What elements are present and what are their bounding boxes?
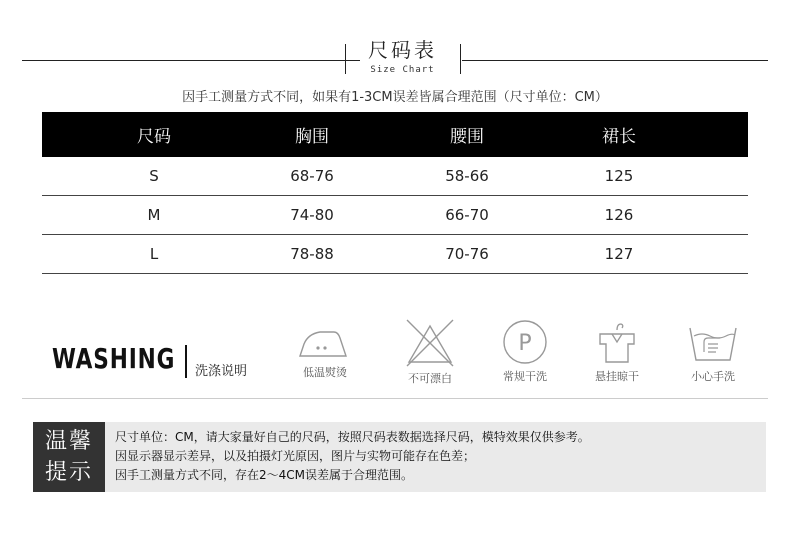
care-label: 低温熨烫: [303, 366, 347, 379]
header-bust: 胸围: [295, 127, 329, 147]
cell-size: L: [149, 245, 159, 263]
cell-waist: 70-76: [445, 245, 489, 263]
care-iron-low: [290, 318, 360, 380]
table-header: [42, 112, 748, 157]
dry-clean-icon: [494, 318, 556, 366]
iron-low-icon: [294, 318, 356, 362]
table-row: [42, 196, 748, 235]
tips-line: 因显示器显示差异，以及拍摄灯光原因，图片与实物可能存在色差；: [115, 449, 476, 463]
svg-text:P: P: [518, 331, 532, 356]
header-waist: 腰围: [450, 127, 484, 147]
care-hang-dry: [582, 318, 652, 384]
hand-wash-icon: [682, 318, 744, 366]
cell-bust: 68-76: [290, 167, 334, 185]
care-label: 悬挂晾干: [595, 370, 639, 383]
tips-label-line2: 提示: [44, 460, 93, 485]
tips-label-line1: 温馨: [44, 429, 93, 454]
cell-size: M: [147, 206, 161, 224]
title-block: [345, 34, 460, 75]
cell-waist: 66-70: [445, 206, 489, 224]
page-subtitle: Size Chart: [370, 65, 435, 75]
cell-length: 126: [604, 206, 634, 224]
header-line-left: [22, 60, 360, 61]
page-title: 尺码表: [368, 38, 437, 62]
cell-bust: 74-80: [290, 206, 334, 224]
care-no-bleach: [395, 318, 465, 386]
tips-line: 因手工测量方式不同，存在2～4CM误差属于合理范围。: [115, 468, 414, 482]
section-divider: [22, 398, 768, 399]
table-row: [42, 235, 748, 274]
tips-text: [115, 428, 590, 485]
washing-subtitle: 洗涤说明: [195, 364, 248, 379]
table-row: [42, 157, 748, 196]
washing-title: WASHING: [52, 342, 176, 375]
washing-divider: [185, 345, 187, 378]
cell-length: 127: [604, 245, 634, 263]
care-label: 不可漂白: [408, 372, 452, 385]
header-bar-right: [460, 44, 461, 74]
measurement-note: 因手工测量方式不同，如果有1-3CM误差皆属合理范围（尺寸单位：CM）: [182, 90, 608, 105]
cell-size: S: [149, 167, 159, 185]
care-label: 常规干洗: [503, 370, 547, 383]
care-hand-wash: [678, 318, 748, 384]
hang-dry-icon: [586, 318, 648, 366]
care-dry-clean: [490, 318, 560, 384]
cell-bust: 78-88: [290, 245, 334, 263]
cell-length: 125: [604, 167, 634, 185]
cell-waist: 58-66: [445, 167, 489, 185]
tips-line: 尺寸单位：CM，请大家量好自己的尺码，按照尺码表数据选择尺码，模特效果仅供参考。: [115, 430, 590, 444]
no-bleach-icon: [399, 318, 461, 368]
header-line-right: [462, 60, 768, 61]
tips-label: [33, 422, 105, 492]
header-length: 裙长: [602, 127, 636, 147]
care-label: 小心手洗: [691, 370, 735, 383]
header-size: 尺码: [137, 127, 171, 147]
size-table: [42, 112, 748, 274]
